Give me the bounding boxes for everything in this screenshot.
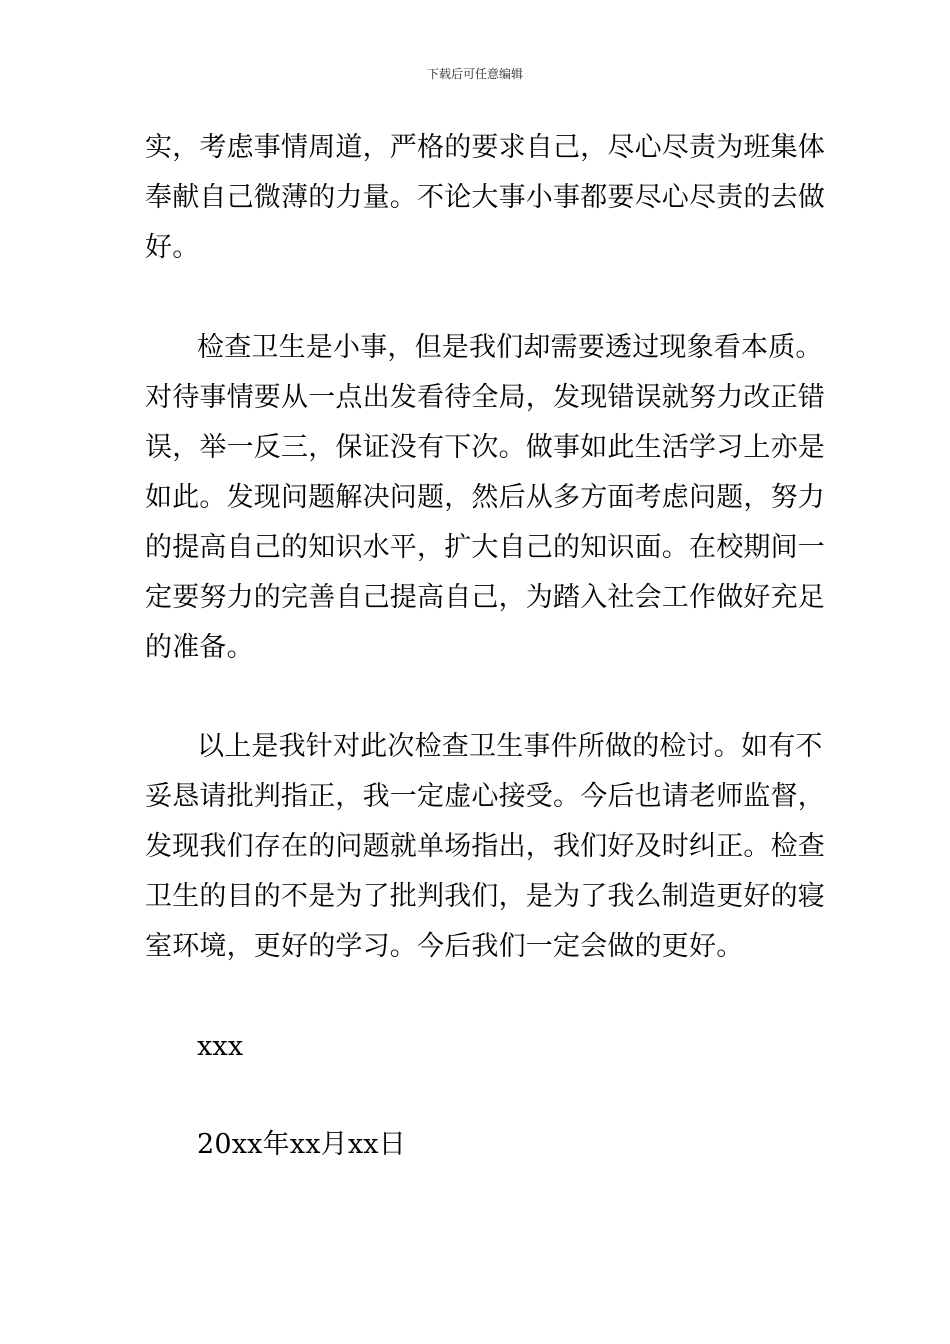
paragraph-2-line-4: 如此。发现问题解决问题，然后从多方面考虑问题，努力: [145, 482, 825, 513]
paragraph-2-line-6: 定要努力的完善自己提高自己，为踏入社会工作做好充足: [145, 582, 825, 613]
paragraph-2-line-7: 的准备。: [145, 632, 254, 663]
paragraph-1-line-1: 实，考虑事情周道，严格的要求自己，尽心尽责为班集体: [145, 132, 825, 163]
signature-date: 20xx年xx月xx日: [197, 1129, 406, 1160]
paragraph-3-line-3: 发现我们存在的问题就单场指出，我们好及时纠正。检查: [145, 831, 825, 862]
paragraph-2-line-5: 的提高自己的知识水平，扩大自己的知识面。在校期间一: [145, 532, 825, 563]
paragraph-2-line-3: 误，举一反三，保证没有下次。做事如此生活学习上亦是: [145, 432, 825, 463]
paragraph-3-line-4: 卫生的目的不是为了批判我们，是为了我么制造更好的寝: [145, 881, 825, 912]
paragraph-3-line-2: 妥恳请批判指正，我一定虚心接受。今后也请老师监督，: [145, 781, 825, 812]
paragraph-2-line-2: 对待事情要从一点出发看待全局，发现错误就努力改正错: [145, 382, 825, 413]
paragraph-3-line-5: 室环境，更好的学习。今后我们一定会做的更好。: [145, 931, 744, 962]
paragraph-1-line-3: 好。: [145, 232, 200, 263]
header-note: 下载后可任意编辑: [426, 67, 523, 81]
paragraph-3-line-1: 以上是我针对此次检查卫生事件所做的检讨。如有不: [197, 731, 823, 762]
paragraph-1-line-2: 奉献自己微薄的力量。不论大事小事都要尽心尽责的去做: [145, 182, 825, 213]
signature-name: xxx: [197, 1031, 244, 1062]
paragraph-2-line-1: 检查卫生是小事，但是我们却需要透过现象看本质。: [197, 332, 823, 363]
